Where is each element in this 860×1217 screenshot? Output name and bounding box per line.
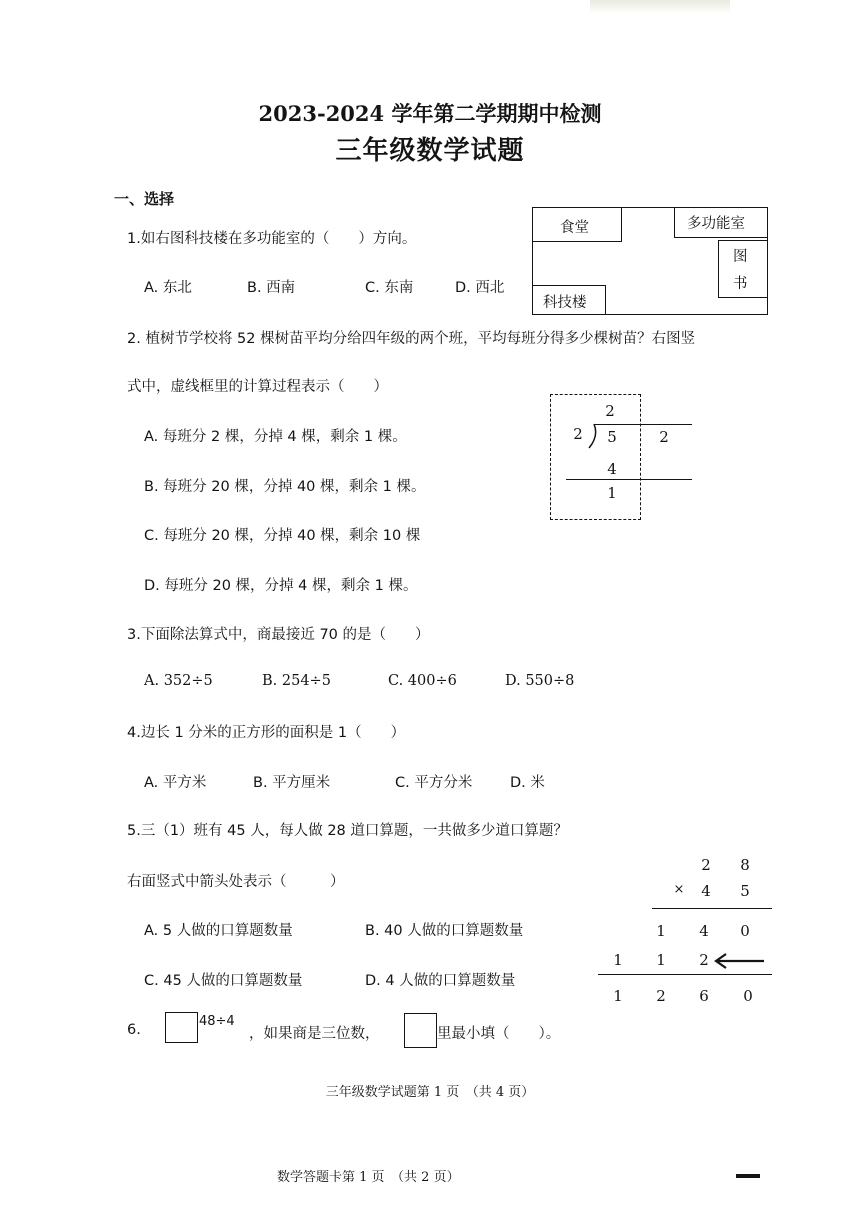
blank-digit-box-1 bbox=[165, 1012, 198, 1043]
question-3-option-c: C. 400÷6 bbox=[388, 673, 457, 689]
mult-partial2-thousands: 1 bbox=[613, 951, 623, 969]
mult-result-tens: 6 bbox=[699, 987, 709, 1005]
question-5-option-b: B. 40 人做的口算题数量 bbox=[365, 923, 524, 939]
question-3-option-b: B. 254÷5 bbox=[262, 673, 331, 689]
answer-card-footer: 数学答题卡第 1 页 （共 2 页） bbox=[277, 1170, 460, 1185]
mult-row2-tens: 4 bbox=[701, 882, 711, 900]
mult-operator: × bbox=[673, 882, 685, 897]
scan-smudge bbox=[590, 0, 730, 14]
question-2-option-c: C. 每班分 20 棵，分掉 40 棵，剩余 10 棵 bbox=[144, 528, 421, 544]
question-1-option-a: A. 东北 bbox=[144, 280, 192, 296]
question-2-option-a: A. 每班分 2 棵，分掉 4 棵，剩余 1 棵。 bbox=[144, 429, 407, 445]
mult-partial1-hundreds: 1 bbox=[656, 922, 666, 940]
question-1-option-d: D. 西北 bbox=[455, 280, 505, 296]
question-5-text-cont: 右面竖式中箭头处表示（ ） bbox=[127, 874, 345, 890]
question-4-option-d: D. 米 bbox=[510, 775, 545, 791]
question-1-text: 1.如右图科技楼在多功能室的（ ）方向。 bbox=[127, 231, 417, 247]
question-6-text-mid: ，如果商是三位数， bbox=[249, 1026, 380, 1042]
blank-digit-box-2 bbox=[404, 1013, 437, 1048]
map-library-label-1: 图 bbox=[733, 249, 748, 265]
map-multi-room-label: 多功能室 bbox=[687, 216, 745, 232]
mult-result-hundreds: 2 bbox=[656, 987, 666, 1005]
division-bar bbox=[594, 424, 692, 425]
mult-line-2 bbox=[598, 974, 772, 975]
mult-row2-ones: 5 bbox=[740, 882, 750, 900]
question-6-text-end: 里最小填（ ）。 bbox=[437, 1026, 561, 1042]
question-5-option-c: C. 45 人做的口算题数量 bbox=[144, 973, 303, 989]
map-tech-building-label: 科技楼 bbox=[543, 295, 587, 311]
question-4-option-c: C. 平方分米 bbox=[395, 775, 473, 791]
section-heading: 一、选择 bbox=[114, 190, 175, 208]
division-dividend-tens: 5 bbox=[607, 428, 617, 446]
mult-line-1 bbox=[652, 908, 772, 909]
dashed-highlight-box bbox=[550, 394, 641, 520]
question-2-text-cont: 式中，虚线框里的计算过程表示（ ） bbox=[127, 379, 388, 395]
page-footer: 三年级数学试题第 1 页 （共 4 页） bbox=[325, 1085, 535, 1100]
mult-result-thousands: 1 bbox=[613, 987, 623, 1005]
exam-title-line2: 三年级数学试题 bbox=[335, 136, 525, 166]
mult-result-ones: 0 bbox=[743, 987, 753, 1005]
mult-partial2-hundreds: 1 bbox=[656, 951, 666, 969]
question-4-text: 4.边长 1 分米的正方形的面积是 1（ ） bbox=[127, 725, 406, 741]
division-dividend-ones: 2 bbox=[659, 428, 669, 446]
question-2-option-b: B. 每班分 20 棵，分掉 40 棵，剩余 1 棵。 bbox=[144, 479, 426, 495]
division-product: 4 bbox=[607, 460, 617, 478]
mult-row1-tens: 2 bbox=[701, 856, 711, 874]
mult-partial1-tens: 4 bbox=[699, 922, 709, 940]
question-1-option-b: B. 西南 bbox=[247, 280, 296, 296]
question-2-option-d: D. 每班分 20 棵，分掉 4 棵，剩余 1 棵。 bbox=[144, 578, 418, 594]
question-3-option-d: D. 550÷8 bbox=[505, 673, 575, 689]
division-remainder: 1 bbox=[607, 484, 617, 502]
question-4-option-a: A. 平方米 bbox=[144, 775, 207, 791]
exam-title-line1: 2023-2024 学年第二学期期中检测 bbox=[258, 101, 602, 126]
division-divisor: 2 bbox=[573, 425, 583, 443]
question-6-number: 6. bbox=[127, 1022, 141, 1038]
question-6-expression: 48÷4 bbox=[199, 1014, 235, 1029]
division-subtract-line bbox=[566, 479, 692, 480]
question-5-option-d: D. 4 人做的口算题数量 bbox=[365, 973, 516, 989]
question-5-text: 5.三（1）班有 45 人，每人做 28 道口算题，一共做多少道口算题？ bbox=[127, 823, 568, 839]
mult-row1-ones: 8 bbox=[740, 856, 750, 874]
mult-partial2-tens: 2 bbox=[699, 951, 709, 969]
question-2-text: 2. 植树节学校将 52 棵树苗平均分给四年级的两个班，平均每班分得多少棵树苗？右图竖 bbox=[127, 331, 696, 347]
division-bracket bbox=[586, 423, 598, 449]
question-3-option-a: A. 352÷5 bbox=[144, 673, 213, 689]
question-5-option-a: A. 5 人做的口算题数量 bbox=[144, 923, 293, 939]
question-3-text: 3.下面除法算式中，商最接近 70 的是（ ） bbox=[127, 627, 430, 643]
question-4-option-b: B. 平方厘米 bbox=[253, 775, 331, 791]
mult-partial1-ones: 0 bbox=[740, 922, 750, 940]
corner-mark bbox=[736, 1174, 760, 1178]
question-1-option-c: C. 东南 bbox=[365, 280, 414, 296]
map-library-label-2: 书 bbox=[733, 276, 748, 292]
map-canteen-label: 食堂 bbox=[560, 220, 589, 236]
division-quotient: 2 bbox=[605, 402, 615, 420]
left-arrow-icon bbox=[712, 952, 766, 970]
